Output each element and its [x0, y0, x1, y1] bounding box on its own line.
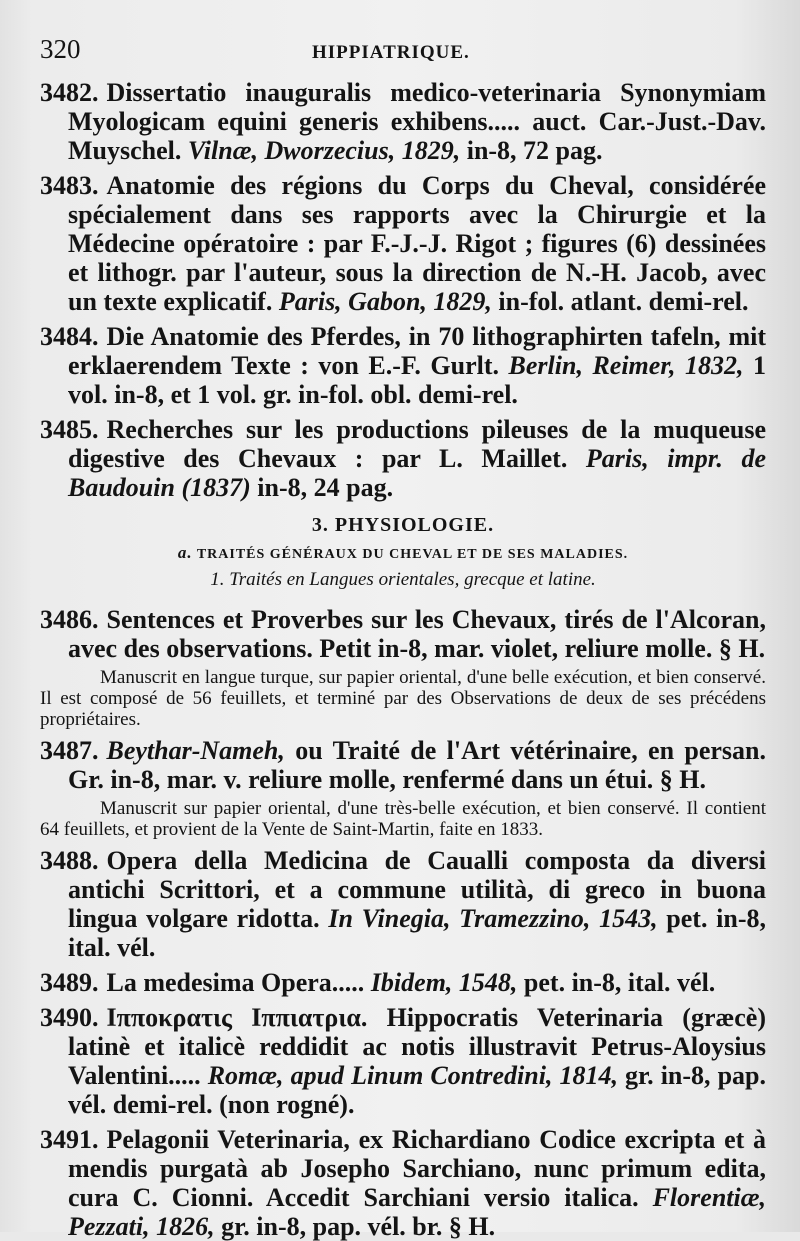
entry-3489 — [40, 968, 766, 997]
entry-text: ou Traité de l'Art vétérinaire, en persan. Gr. in-8, mar. v. reliure molle, renfermé dans un étui. § H. — [68, 736, 766, 794]
page-number: 320 — [40, 34, 81, 64]
entry-imprint: Berlin, Reimer, 1832, — [508, 351, 744, 380]
entry-imprint: Romæ, apud Linum Contredini, 1814, — [207, 1061, 618, 1090]
entry-tail: gr. in-8, pap. vél. br. § H. — [221, 1212, 496, 1241]
entry-number: 3483. — [40, 171, 99, 200]
entry-tail: pet. in-8, ital. vél. — [523, 968, 716, 997]
entry-note: Manuscrit sur papier oriental, d'une très-belle exécution, et bien conservé. Il contient 64 feuillets, et provient de la Vente de Saint-Martin, faite en 1833. — [40, 798, 766, 840]
entry-text: Recherches sur les productions pileuses de la muqueuse digestive des Chevaux : par L. Maillet. — [68, 415, 766, 473]
entry-imprint: Vilnæ, Dworzecius, 1829, — [187, 136, 461, 165]
entry-number: 3491. — [40, 1125, 99, 1154]
entry-3485 — [40, 415, 766, 502]
entry-3484 — [40, 322, 766, 409]
entry-3486 — [40, 605, 766, 663]
entry-number: 3486. — [40, 605, 99, 634]
subsubsection-heading: 1. Traités en Langues orientales, grecque et latine. — [210, 569, 596, 590]
entry-number: 3490. — [40, 1003, 99, 1032]
entry-text: Anatomie des régions du Corps du Cheval, considérée spécialement dans ses rapports avec la Chirurgie et la Médecine opératoire : par F.-J.-J. Rigot ; figures (6) dessinées et lithogr. par l'auteur, sous la direction de N.-H. Jacob, avec un texte explicatif. — [68, 171, 766, 316]
entry-imprint: Paris, Gabon, 1829, — [278, 287, 492, 316]
entry-imprint: Florentiæ, Pezzati, 1826, — [68, 1183, 767, 1241]
entry-title: Beythar-Nameh, — [106, 736, 285, 765]
entry-text: Die Anatomie des Pferdes, in 70 lithographirten tafeln, mit erklaerendem Texte : von E.-F. Gurlt. — [68, 322, 766, 380]
entry-text: Sentences et Proverbes sur les Chevaux, tirés de l'Alcoran, avec des observations. Petit in-8, mar. violet, reliure molle. § H. — [68, 605, 766, 663]
entry-text: Ιπποκρατις Ιππιατρια. Hippocratis Veterinaria (græcè) latinè et italicè reddidit ac notis illustravit Petrus-Aloysius Valentini..... — [68, 1003, 766, 1090]
subsection-heading — [40, 543, 766, 563]
entry-3491 — [40, 1125, 766, 1241]
entry-tail: in-8, 72 pag. — [466, 136, 603, 165]
section-heading: 3. PHYSIOLOGIE. — [311, 514, 495, 536]
entry-3490 — [40, 1003, 766, 1119]
entry-imprint: Ibidem, 1548, — [370, 968, 518, 997]
entry-number: 3489. — [40, 968, 99, 997]
entry-3488 — [40, 846, 766, 962]
entry-text: Opera della Medicina de Caualli composta da diversi antichi Scrittori, et a commune utilità, di greco in buona lingua volgare ridotta. — [68, 846, 766, 933]
entry-tail: 1 vol. in-8, et 1 vol. gr. in-fol. obl. demi-rel. — [68, 351, 767, 409]
entry-tail: in-fol. atlant. demi-rel. — [498, 287, 749, 316]
entry-imprint: Paris, impr. de Baudouin (1837) — [68, 444, 766, 502]
entry-note: Manuscrit en langue turque, sur papier oriental, d'une belle exécution, et bien conservé. Il est composé de 56 feuillets, et terminé par des Observations de deux de ses précédens propriétaires. — [40, 667, 766, 730]
entry-tail: in-8, 24 pag. — [257, 473, 394, 502]
entry-3487 — [40, 736, 766, 794]
subsection-title: TRAITÉS GÉNÉRAUX DU CHEVAL ET DE SES MALADIES. — [196, 547, 629, 562]
entry-tail: gr. in-8, pap. vél. demi-rel. (non rogné). — [68, 1061, 766, 1119]
running-header — [40, 34, 766, 78]
running-title: HIPPIATRIQUE. — [312, 42, 470, 63]
entry-number: 3485. — [40, 415, 99, 444]
subsection-letter: a. — [177, 543, 193, 562]
entry-3483 — [40, 171, 766, 316]
entry-imprint: In Vinegia, Tramezzino, 1543, — [328, 904, 658, 933]
entry-text: Dissertatio inauguralis medico-veterinaria Synonymiam Myologicam equini generis exhibens..... auct. Car.-Just.-Dav. Muyschel. — [68, 78, 766, 165]
entry-3482 — [40, 78, 766, 165]
entry-text: Pelagonii Veterinaria, ex Richardiano Codice excripta et à mendis purgatà ab Josepho Sarchiano, nunc primum edita, cura C. Cionni. Accedit Sarchiani versio italica. — [68, 1125, 766, 1212]
entry-number: 3487. — [40, 736, 99, 765]
entry-text: La medesima Opera..... — [106, 968, 365, 997]
entry-tail: pet. in-8, ital. vél. — [68, 904, 766, 962]
entry-number: 3482. — [40, 78, 99, 107]
entry-number: 3484. — [40, 322, 99, 351]
entry-number: 3488. — [40, 846, 99, 875]
